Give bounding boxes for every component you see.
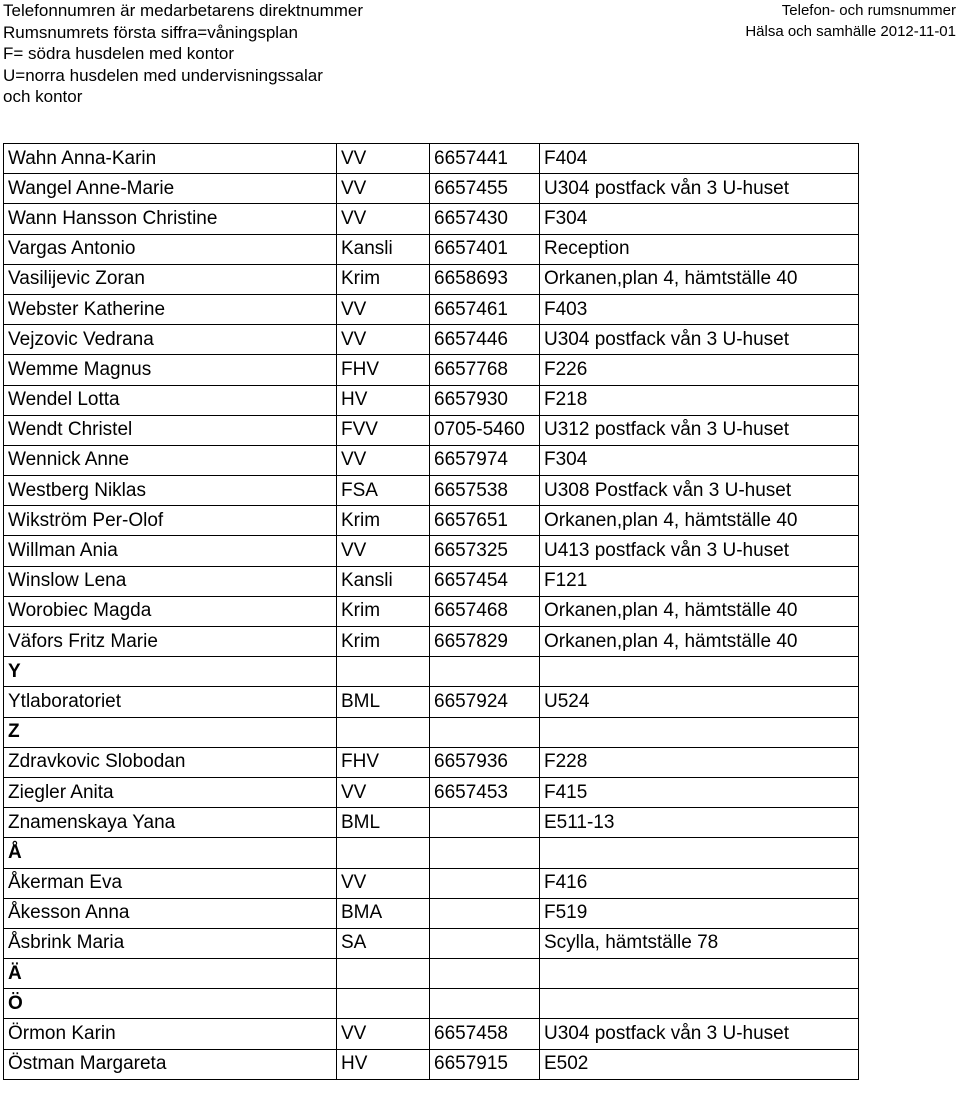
phone-cell: 6657453 [430,777,540,807]
table-row [4,747,859,777]
table-row [4,144,859,174]
department-cell: Krim [337,627,430,657]
room-cell: Scylla, hämtställe 78 [540,928,859,958]
phone-cell: 6657458 [430,1019,540,1049]
phone-cell [430,989,540,1019]
table-row [4,355,859,385]
department-cell: VV [337,325,430,355]
name-cell: Östman Margareta [4,1049,337,1079]
room-cell: Orkanen,plan 4, hämtställe 40 [540,506,859,536]
section-letter: Y [4,657,337,687]
phone-cell [430,838,540,868]
name-cell: Åkesson Anna [4,898,337,928]
room-cell [540,838,859,868]
document-subtitle-date: Hälsa och samhälle 2012-11-01 [745,23,956,40]
room-cell: U304 postfack vån 3 U-huset [540,1019,859,1049]
room-cell: U413 postfack vån 3 U-huset [540,536,859,566]
letter-section-row [4,959,859,989]
department-cell: Krim [337,506,430,536]
department-cell: VV [337,144,430,174]
table-row [4,898,859,928]
room-cell: U304 postfack vån 3 U-huset [540,325,859,355]
room-cell: F403 [540,294,859,324]
department-cell: FSA [337,476,430,506]
name-cell: Vasilijevic Zoran [4,264,337,294]
phone-cell: 6657538 [430,476,540,506]
room-cell [540,717,859,747]
name-cell: Åsbrink Maria [4,928,337,958]
phone-cell: 6657454 [430,566,540,596]
phone-cell [430,928,540,958]
directory-table-body [4,144,859,1080]
table-row [4,777,859,807]
table-row [4,868,859,898]
name-cell: Westberg Niklas [4,476,337,506]
room-cell: Orkanen,plan 4, hämtställe 40 [540,627,859,657]
department-cell: BMA [337,898,430,928]
name-cell: Zdravkovic Slobodan [4,747,337,777]
phone-cell: 6657829 [430,627,540,657]
letter-section-row [4,838,859,868]
document-title: Telefon- och rumsnummer [781,2,956,19]
name-cell: Åkerman Eva [4,868,337,898]
department-cell [337,657,430,687]
department-cell: BML [337,687,430,717]
room-cell: Orkanen,plan 4, hämtställe 40 [540,264,859,294]
table-row [4,234,859,264]
room-cell: F228 [540,747,859,777]
name-cell: Vejzovic Vedrana [4,325,337,355]
department-cell [337,717,430,747]
phone-cell [430,868,540,898]
table-row [4,566,859,596]
phone-cell: 6657441 [430,144,540,174]
table-row [4,204,859,234]
header-note-line: Rumsnumrets första siffra=våningsplan [3,22,298,42]
name-cell: Winslow Lena [4,566,337,596]
phone-cell: 6657468 [430,596,540,626]
name-cell: Örmon Karin [4,1019,337,1049]
room-cell: F404 [540,144,859,174]
name-cell: Ytlaboratoriet [4,687,337,717]
room-cell: E502 [540,1049,859,1079]
name-cell: Wennick Anne [4,445,337,475]
room-cell: U312 postfack vån 3 U-huset [540,415,859,445]
department-cell: Kansli [337,234,430,264]
section-letter: Z [4,717,337,747]
phone-cell: 6657651 [430,506,540,536]
name-cell: Wendt Christel [4,415,337,445]
room-cell: F218 [540,385,859,415]
room-cell [540,989,859,1019]
department-cell: VV [337,868,430,898]
room-cell: F121 [540,566,859,596]
header-note-line: U=norra husdelen med undervisningssalar [3,65,323,85]
room-cell: Orkanen,plan 4, hämtställe 40 [540,596,859,626]
letter-section-row [4,717,859,747]
section-letter: Ö [4,989,337,1019]
phone-cell: 6657461 [430,294,540,324]
phone-cell: 6657936 [430,747,540,777]
table-row [4,445,859,475]
department-cell: FHV [337,355,430,385]
phone-cell [430,717,540,747]
table-row [4,808,859,838]
section-letter: Å [4,838,337,868]
phone-cell: 6657325 [430,536,540,566]
name-cell: Webster Katherine [4,294,337,324]
department-cell: FHV [337,747,430,777]
name-cell: Znamenskaya Yana [4,808,337,838]
header-notes [3,0,363,108]
phone-cell: 6657974 [430,445,540,475]
name-cell: Wann Hansson Christine [4,204,337,234]
phone-cell: 6658693 [430,264,540,294]
name-cell: Vargas Antonio [4,234,337,264]
department-cell: Krim [337,596,430,626]
table-row [4,415,859,445]
table-row [4,294,859,324]
table-row [4,928,859,958]
table-row [4,687,859,717]
table-row [4,174,859,204]
table-row [4,476,859,506]
phone-cell [430,959,540,989]
phone-cell: 6657768 [430,355,540,385]
table-row [4,506,859,536]
name-cell: Ziegler Anita [4,777,337,807]
room-cell: F415 [540,777,859,807]
department-cell: VV [337,777,430,807]
name-cell: Väfors Fritz Marie [4,627,337,657]
directory-table [3,143,859,1080]
letter-section-row [4,989,859,1019]
phone-cell: 6657915 [430,1049,540,1079]
room-cell: F519 [540,898,859,928]
phone-cell [430,808,540,838]
department-cell [337,959,430,989]
room-cell: F304 [540,445,859,475]
department-cell: SA [337,928,430,958]
department-cell: VV [337,204,430,234]
header-note-line: Telefonnumren är medarbetarens direktnummer [3,1,364,20]
phone-cell [430,657,540,687]
phone-cell: 6657924 [430,687,540,717]
table-row [4,1019,859,1049]
table-row [4,536,859,566]
name-cell: Worobiec Magda [4,596,337,626]
table-row [4,1049,859,1079]
name-cell: Wikström Per-Olof [4,506,337,536]
name-cell: Wahn Anna-Karin [4,144,337,174]
table-row [4,325,859,355]
phone-cell: 6657446 [430,325,540,355]
department-cell: HV [337,1049,430,1079]
table-row [4,596,859,626]
header-note-line: och kontor [3,87,83,106]
phone-cell [430,898,540,928]
room-cell: U524 [540,687,859,717]
table-row [4,627,859,657]
department-cell: VV [337,445,430,475]
room-cell: U304 postfack vån 3 U-huset [540,174,859,204]
room-cell: F304 [540,204,859,234]
document-title-block [745,0,956,42]
phone-cell: 6657401 [430,234,540,264]
department-cell: VV [337,1019,430,1049]
department-cell: VV [337,536,430,566]
phone-cell: 6657930 [430,385,540,415]
department-cell: Krim [337,264,430,294]
section-letter: Ä [4,959,337,989]
header-note-line: F= södra husdelen med kontor [3,44,235,63]
room-cell: U308 Postfack vån 3 U-huset [540,476,859,506]
phone-cell: 0705-5460 [430,415,540,445]
letter-section-row [4,657,859,687]
room-cell [540,657,859,687]
room-cell: F416 [540,868,859,898]
room-cell: E511-13 [540,808,859,838]
department-cell: VV [337,174,430,204]
name-cell: Wendel Lotta [4,385,337,415]
table-row [4,385,859,415]
room-cell: Reception [540,234,859,264]
department-cell: HV [337,385,430,415]
phone-cell: 6657430 [430,204,540,234]
name-cell: Wemme Magnus [4,355,337,385]
department-cell: FVV [337,415,430,445]
department-cell [337,989,430,1019]
department-cell: VV [337,294,430,324]
phone-cell: 6657455 [430,174,540,204]
room-cell [540,959,859,989]
department-cell: BML [337,808,430,838]
table-row [4,264,859,294]
department-cell [337,838,430,868]
name-cell: Willman Ania [4,536,337,566]
department-cell: Kansli [337,566,430,596]
name-cell: Wangel Anne-Marie [4,174,337,204]
room-cell: F226 [540,355,859,385]
